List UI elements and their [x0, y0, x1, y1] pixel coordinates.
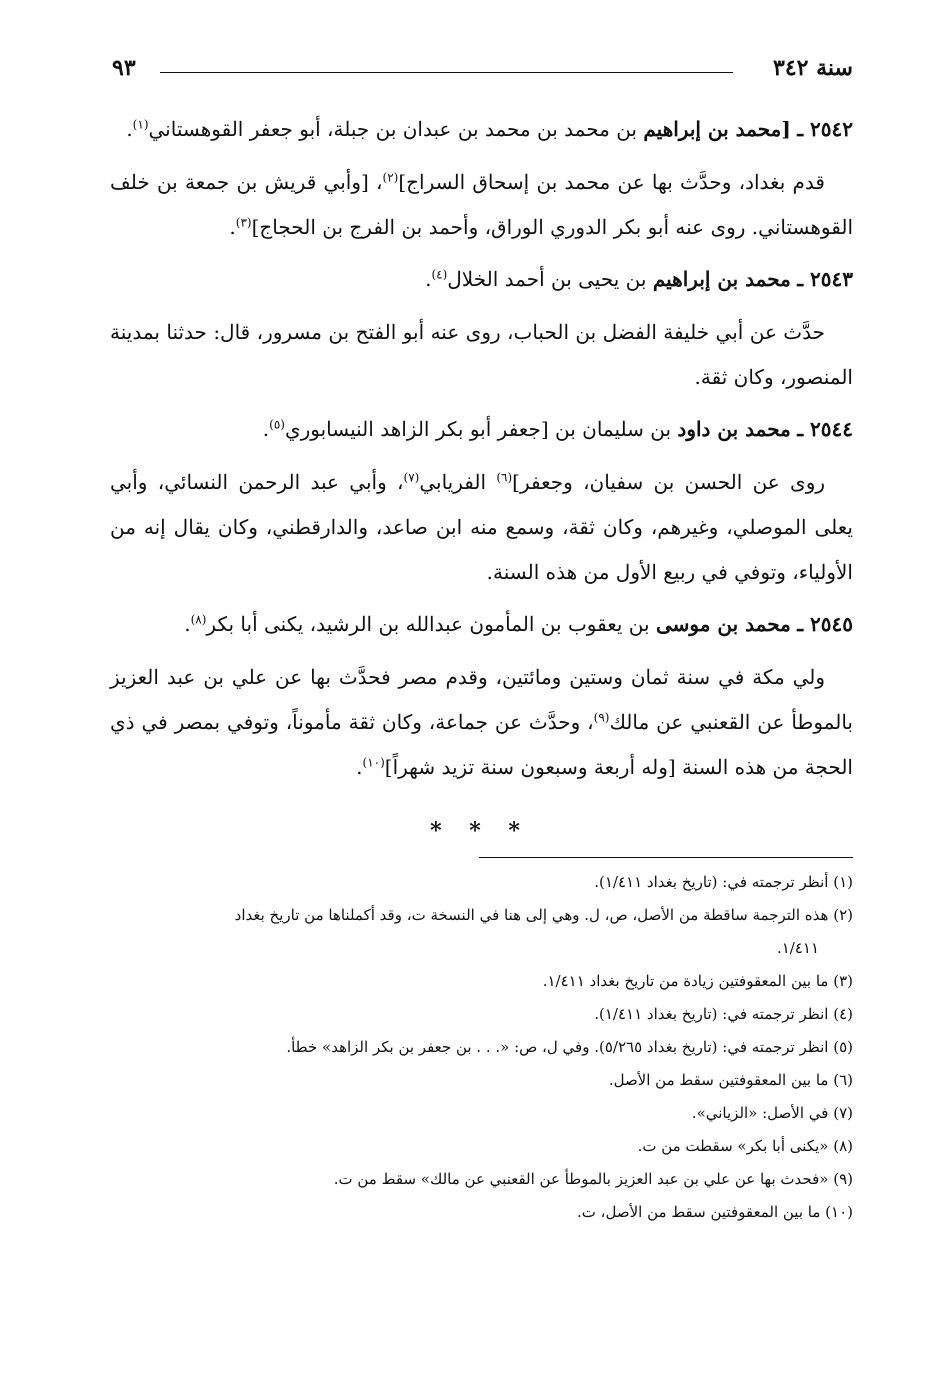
footnote-continuation: ١/٤١١.: [776, 939, 819, 957]
entry-name: محمد بن موسى: [655, 612, 791, 636]
footnote: [110, 1064, 853, 1097]
footnote-mark: (٩): [833, 1170, 853, 1188]
footnote-mark: (٧): [833, 1104, 853, 1122]
entry-lineage: بن محمد بن محمد بن عبدان بن جبلة، أبو جعفر القوهستاني: [148, 117, 637, 141]
footnote-text: «يكنى أبا بكر» سقطت من ت.: [637, 1137, 829, 1155]
footnote: [110, 1097, 853, 1130]
footnote-text: هذه الترجمة ساقطة من الأصل، ص، ل. وهي إلى هنا في النسخة ت، وقد أكملناها من تاريخ بغداد: [234, 906, 829, 924]
footnote-text: في الأصل: «الزياني».: [691, 1104, 829, 1122]
footnote-ref: (٣): [235, 215, 252, 230]
footnote-text: ما بين المعقوفتين سقط من الأصل، ت.: [577, 1203, 821, 1221]
header-rule: [160, 72, 733, 73]
entry-number: ٢٥٤٣ ـ: [797, 267, 853, 291]
footnote: [110, 1196, 853, 1229]
entry-end: .: [126, 117, 133, 141]
footnote: [110, 899, 853, 965]
footnote-mark: (٤): [833, 1005, 853, 1023]
entry-lineage: بن سليمان بن [جعفر أبو بكر الزاهد النيسابوري: [284, 417, 672, 441]
footnote-mark: (٢): [833, 906, 853, 924]
paragraph-text: قدم بغداد، وحدَّث بها عن محمد بن إسحاق السراج]: [398, 170, 825, 194]
footnote: [110, 965, 853, 998]
footnote-mark: (١): [833, 873, 853, 891]
entry-lineage: بن يعقوب بن المأمون عبدالله بن الرشيد، يكنى أبا بكر: [206, 612, 650, 636]
footnote-ref: (٩): [593, 710, 610, 725]
footnote-ref: (١٠): [362, 755, 385, 770]
footnote-ref: (٥): [269, 417, 285, 432]
footnote: [110, 1130, 853, 1163]
page-header: [112, 55, 853, 89]
footnote-ref: (٤): [431, 267, 448, 282]
footnote-ref: (٨): [190, 612, 207, 627]
footnote-ref: (١): [132, 117, 149, 132]
footnote-mark: (٥): [833, 1038, 853, 1056]
footnote: [110, 866, 853, 899]
entry: [110, 603, 853, 790]
footnote-mark: (١٠): [825, 1203, 853, 1221]
paragraph-text: روى عن الحسن بن سفيان، وجعفر]: [512, 470, 826, 494]
entry: [110, 408, 853, 595]
footnote-mark: (٦): [833, 1071, 853, 1089]
entry-number: ٢٥٤٤ ـ: [797, 417, 853, 441]
paragraph-text: ، وأبي عبد الرحمن النسائي، وأبي يعلى الموصلي، وغيرهم، وكان ثقة، وسمع منه ابن صاعد، والدارقطني، وكان يقال إنه من الأولياء، وتوفي في ربيع الأول من هذه السنة.: [110, 470, 853, 584]
footnote-ref: (٢): [382, 170, 399, 185]
section-separator: * * *: [430, 818, 530, 844]
footnote: [110, 998, 853, 1031]
footnote-text: انظر ترجمته في: (تاريخ بغداد ١/٤١١).: [594, 1005, 829, 1023]
entry-number: ٢٥٤٥ ـ: [797, 612, 853, 636]
footnote: [110, 1031, 853, 1064]
entry-heading: [110, 603, 853, 645]
entry-name: [محمد بن إبراهيم: [643, 117, 791, 141]
footnote-mark: (٨): [833, 1137, 853, 1155]
entry-heading: [110, 258, 853, 300]
footnote-ref: (٦): [496, 470, 513, 485]
footnote: [110, 1163, 853, 1196]
footnote-text: ما بين المعقوفتين زيادة من تاريخ بغداد ١/٤١١.: [542, 972, 829, 990]
entry-heading: [110, 108, 853, 150]
entry-paragraph: [110, 460, 853, 595]
entry-paragraph: [110, 310, 853, 400]
entry-name: محمد بن داود: [677, 417, 791, 441]
entry-end: .: [184, 612, 191, 636]
footnote-text: أنظر ترجمته في: (تاريخ بغداد ١/٤١١).: [594, 873, 829, 891]
page-number: ٩٣: [112, 55, 136, 81]
paragraph-text: .: [229, 215, 236, 239]
entry-end: .: [262, 417, 270, 441]
footnotes: [110, 866, 853, 1229]
main-text: [110, 108, 853, 798]
footnote-text: «فحدث بها عن علي بن عبد العزيز بالموطأ عن القعنبي عن مالك» سقط من ت.: [333, 1170, 829, 1188]
entry-lineage: بن يحيى بن أحمد الخلال: [447, 267, 647, 291]
paragraph-text: الفريابي: [419, 470, 497, 494]
paragraph-text: .: [356, 755, 363, 779]
footnote-rule: [479, 857, 853, 858]
footnote-mark: (٣): [833, 972, 853, 990]
footnote-text: انظر ترجمته في: (تاريخ بغداد ٥/٢٦٥). وفي ل، ص: «. . . بن جعفر بن بكر الزاهد» خطأ.: [286, 1038, 829, 1056]
paragraph-text: ولي مكة في سنة ثمان وستين ومائتين، وقدم مصر فحدَّث بها عن علي بن عبد العزيز بالموطأ عن القعنبي عن مالك: [110, 665, 853, 734]
paragraph-text: ، وحدَّث عن جماعة، وكان ثقة مأموناً، وتوفي بمصر في ذي الحجة من هذه السنة [وله أربعة وسبعون سنة تزيد شهراً]: [110, 710, 853, 779]
entry-end: .: [425, 267, 432, 291]
paragraph-text: ، [وأبي قريش بن جمعة بن خلف القوهستاني. روى عنه أبو بكر الدوري الوراق، وأحمد بن الفرج بن الحجاج]: [110, 170, 853, 239]
footnote-text: ما بين المعقوفتين سقط من الأصل.: [608, 1071, 829, 1089]
entry-number: ٢٥٤٢ ـ: [797, 117, 853, 141]
entry: [110, 108, 853, 250]
footnote-ref: (٧): [403, 470, 420, 485]
entry-heading: [110, 408, 853, 450]
entry-paragraph: [110, 655, 853, 790]
entry: [110, 258, 853, 400]
entry-paragraph: [110, 160, 853, 250]
entry-name: محمد بن إبراهيم: [652, 267, 791, 291]
paragraph-text: حدَّث عن أبي خليفة الفضل بن الحباب، روى عنه أبو الفتح بن مسرور، قال: حدثنا بمدينة المنصور، وكان ثقة.: [110, 320, 853, 389]
running-title: سنة ٣٤٢: [773, 55, 853, 81]
